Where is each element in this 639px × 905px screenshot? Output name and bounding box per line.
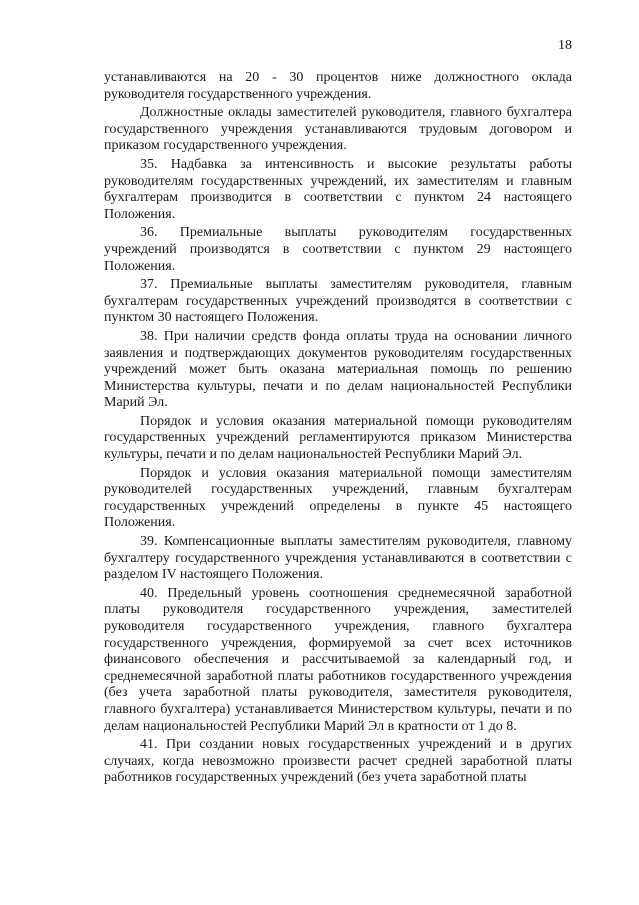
page-body	[104, 70, 572, 787]
paragraph: Порядок и условия оказания материальной помощи руководителям государственных учреждений регламентируются приказом Министерства культуры, печати и по делам национальностей Республики Марий Эл.	[104, 413, 572, 463]
paragraph: 37. Премиальные выплаты заместителям руководителя, главным бухгалтерам государственных учреждений производятся в соответствии с пунктом 30 настоящего Положения.	[104, 277, 572, 326]
paragraph: 36. Премиальные выплаты руководителям государственных учреждений производятся в соответствии с пунктом 29 настоящего Положения.	[104, 225, 572, 274]
paragraph: 40. Предельный уровень соотношения среднемесячной заработной платы руководителя государственного учреждения, заместителей руководителя государственного учреждения, главного бухгалтера государственного учреждения, формируемой за счет всех источников финансового обеспечения и рассчитываемой за календарный год, и среднемесячной заработной платы работников государственного учреждения (без учета заработной платы руководителя, заместителя руководителя, главного бухгалтера) устанавливается Министерством культуры, печати и по делам национальностей Республики Марий Эл в кратности от 1 до 8.	[104, 585, 572, 734]
page-number: 18	[558, 38, 572, 53]
paragraph: 35. Надбавка за интенсивность и высокие результаты работы руководителям государственных учреждений, их заместителям и главным бухгалтерам производится в соответствии с пунктом 24 настоящего Положения.	[104, 156, 572, 222]
paragraph: Порядок и условия оказания материальной помощи заместителям руководителей государственных учреждений, главным бухгалтерам государственных учреждений определены в пункте 45 настоящего Положения.	[104, 465, 572, 531]
paragraph: 38. При наличии средств фонда оплаты труда на основании личного заявления и подтверждающих документов руководителям государственных учреждений может быть оказана материальная помощь по решению Министерства культуры, печати и по делам национальностей Республики Марий Эл.	[104, 328, 572, 411]
paragraph: 41. При создании новых государственных учреждений и в других случаях, когда невозможно произвести расчет средней заработной платы работников государственных учреждений (без учета заработной платы	[104, 737, 572, 786]
paragraph: устанавливаются на 20 - 30 процентов ниже должностного оклада руководителя государственного учреждения.	[104, 70, 572, 102]
paragraph: 39. Компенсационные выплаты заместителям руководителя, главному бухгалтеру государственного учреждения устанавливаются в соответствии с разделом IV настоящего Положения.	[104, 534, 572, 583]
paragraph: Должностные оклады заместителей руководителя, главного бухгалтера государственного учреждения устанавливаются трудовым договором и приказом государственного учреждения.	[104, 105, 572, 154]
